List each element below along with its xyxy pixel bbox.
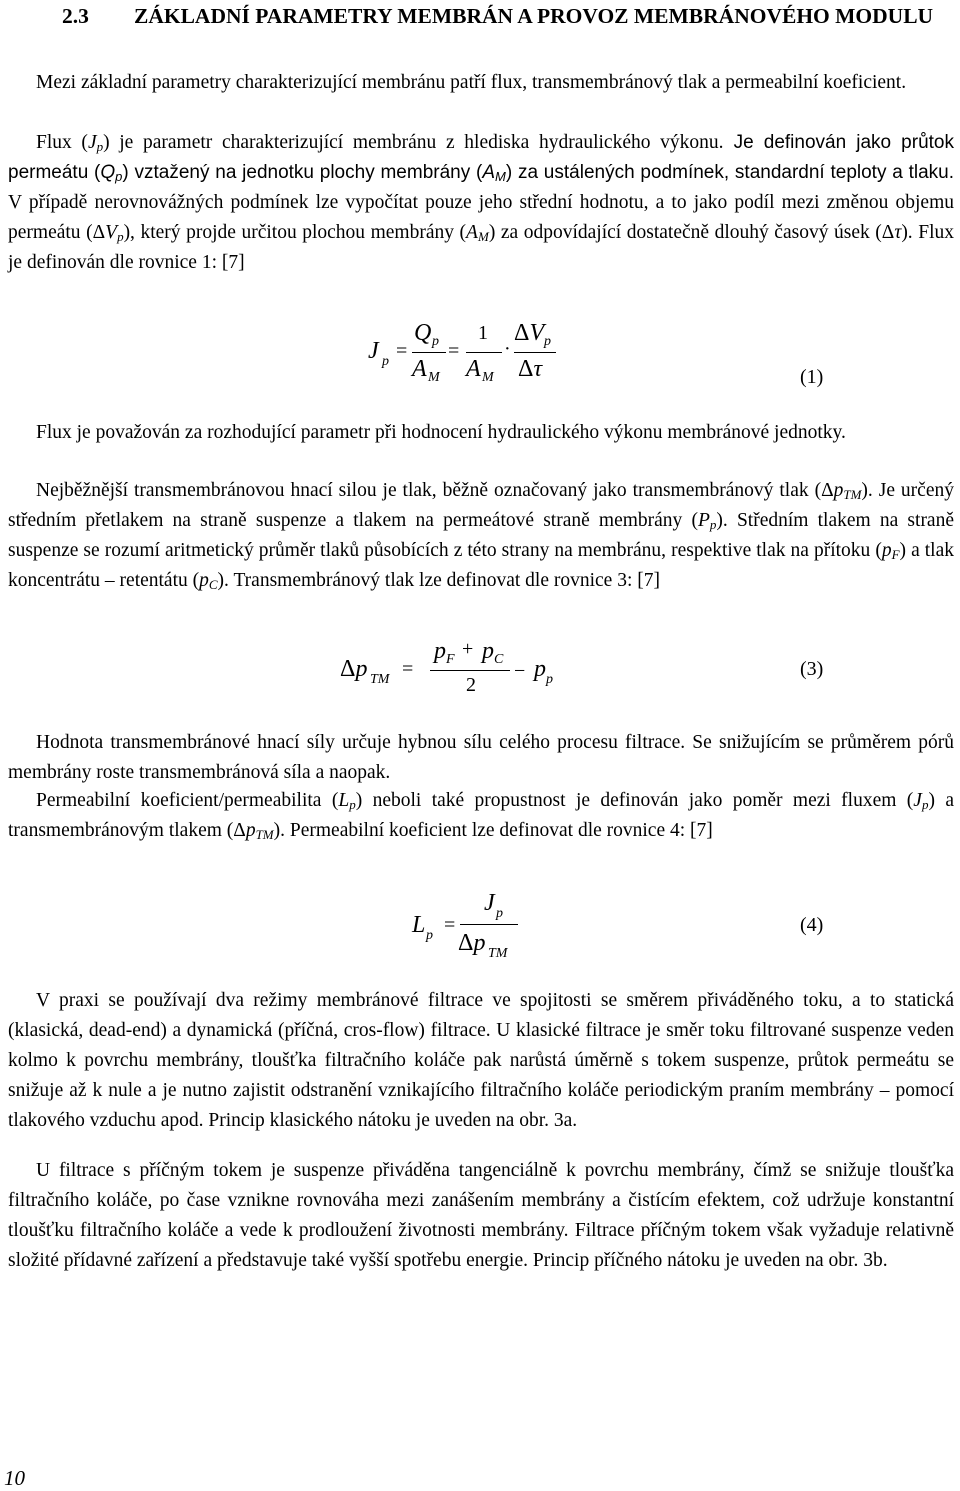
equation-1-label: (1) xyxy=(800,366,824,388)
document-page: 2.3 ZÁKLADNÍ PARAMETRY MEMBRÁN A PROVOZ MEMBRÁNOVÉHO MODULU Mezi základní parametry charakterizující membránu patří flux, transmembránový tlak a permeabilní koeficient. Flux $(J_p)$ je parametr charakterizující membránu z hlediska hydraulického výkonu. Je definován jako průtok permeátu $(Q_p)$ vztažený na jednotku plochy membrány $(A_M)$ za ustálených podmínek, standardní teploty a tlaku. V případě nerovnovážných podmínek lze vypočítat pouze jeho střední hodnotu, a to jako podíl mezi změnou objemu permeátu $(\Delta V_p)$, který projde určitou plochou membrány $(A_M)$ za odpovídající dostatečně dlouhý časový úsek (Δτ). Flux je definován dle rovnice 1: [7] J p = Q p A M = 1 A M · ΔV p Δτ (1) Flux je považován za rozhodující parametr při hodnocení hydraulického výkonu membránové jednotky. Nejběžnější transmembránovou hnací silou je tlak, běžně označovaný jako transmembránový tlak $(\Delta p_{TM})$. Je určený středním přetlakem na straně suspenze a tlakem na permeátové straně membrány $(P_p)$. Středním tlakem na straně suspenze se rozumí aritmetický průměr tlaků působících z této strany na membránu, respektive tlak na přítoku $(p_F)$ a tlak koncentrátu – retentátu $(p_C)$. Transmembránový tlak lze definovat dle rovnice 3: [7] Δp TM = p F + p C 2 − p p (3) Hodnota transmembránové hnací síly určuje hybnou sílu celého procesu filtrace. Se snižujícím se průměrem pórů membrány roste transmembránová síla a naopak. Permeabilní koeficient/permeabilita $(L_p)$ neboli také propustnost je definován jako poměr mezi fluxem $(J_p)$ a transmembránovým tlakem $(\Delta p_{TM})$. Permeabilní koeficient lze definovat dle rovnice 4: [7] L p = J p Δp TM (4) V praxi se používají dva režimy membránové filtrace ve spojitosti se směrem přiváděného toku, a to statická (klasická, dead-end) a dynamická (příčná, cros-flow) filtrace. U klasické filtrace je směr toku filtrované suspenze veden kolmo k povrchu membrány, tloušťka filtračního koláče pak narůstá úměrně s tokem suspenze, průtok permeátu se snižuje až k nule a je nutno zajistit odstranění vznikajícího filtračního koláče periodickým praním membrány – pomocí tlakového vzduchu apod. Princip klasického nátoku je uveden na obr. 3a. U filtrace s příčným tokem je suspenze přiváděna tangenciálně k povrchu membrány, čímž se snižuje tloušťka filtračního koláče, po čase vznikne rovnováha mezi zanášením membrány a čistícím efektem, což udržuje konstantní tloušťku filtračního koláče a vede k prodloužení životnosti membrány. Filtrace příčným tokem však vyžaduje relativně složité přídavné zařízení a představuje také vyšší spotřebu energie. Princip příčného nátoku je uveden na obr. 3b. 10 xyxy=(0,0,960,1488)
section-title: ZÁKLADNÍ PARAMETRY MEMBRÁN A PROVOZ MEMBRÁNOVÉHO MODULU xyxy=(134,4,934,28)
equation-3-label: (3) xyxy=(800,658,824,680)
paragraph-tmp: Nejběžnější transmembránovou hnací silou je tlak, běžně označovaný jako transmembránový tlak $(\Delta p_{TM})$. Je určený středním přetlakem na straně suspenze a tlakem na permeátové straně membrány $(P_p)$. Středním tlakem na straně suspenze se rozumí aritmetický průměr tlaků působících z této strany na membránu, respektive tlak na přítoku $(p_F)$ a tlak koncentrátu – retentátu $(p_C)$. Transmembránový tlak lze definovat dle rovnice 3: [7] xyxy=(8,480,955,592)
section-number: 2.3 xyxy=(62,4,89,28)
paragraph-cross-flow: U filtrace s příčným tokem je suspenze přiváděna tangenciálně k povrchu membrány, čímž se snižuje tloušťka filtračního koláče, po čase vznikne rovnováha mezi zanášením membrány a čistícím efektem, což udržuje konstantní tloušťku filtračního koláče a vede k prodloužení životnosti membrány. Filtrace příčným tokem však vyžaduje relativně složité přídavné zařízení a představuje také vyšší spotřebu energie. Princip příčného nátoku je uveden na obr. 3b. xyxy=(8,1160,954,1271)
paragraph-tmp-note: Hodnota transmembránové hnací síly určuje hybnou sílu celého procesu filtrace. Se snižujícím se průměrem pórů membrány roste transmembránová síla a naopak. xyxy=(8,732,954,783)
paragraph-permeability: Permeabilní koeficient/permeabilita $(L_p)$ neboli také propustnost je definován jako poměr mezi fluxem $(J_p)$ a transmembránovým tlakem $(\Delta p_{TM})$. Permeabilní koeficient lze definovat dle rovnice 4: [7] xyxy=(8,790,954,842)
page-number: 10 xyxy=(4,1466,25,1490)
equation-4-label: (4) xyxy=(800,914,824,936)
paragraph-flux: Flux $(J_p)$ je parametr charakterizující membránu z hlediska hydraulického výkonu. Je definován jako průtok permeátu $(Q_p)$ vztažený na jednotku plochy membrány $(A_M)$ za ustálených podmínek, standardní teploty a tlaku. V případě nerovnovážných podmínek lze vypočítat pouze jeho střední hodnotu, a to jako podíl mezi změnou objemu permeátu $(\Delta V_p)$, který projde určitou plochou membrány $(A_M)$ za odpovídající dostatečně dlouhý časový úsek (Δτ). Flux je definován dle rovnice 1: [7] xyxy=(8,132,954,273)
paragraph-filtration-modes: V praxi se používají dva režimy membránové filtrace ve spojitosti se směrem přiváděného toku, a to statická (klasická, dead-end) a dynamická (příčná, cros-flow) filtrace. U klasické filtrace je směr toku filtrované suspenze veden kolmo k povrchu membrány, tloušťka filtračního koláče pak narůstá úměrně s tokem suspenze, průtok permeátu se snižuje až k nule a je nutno zajistit odstranění vznikajícího filtračního koláče periodickým praním membrány – pomocí tlakového vzduchu apod. Princip klasického nátoku je uveden na obr. 3a. xyxy=(8,990,954,1131)
paragraph-flux-note: Flux je považován za rozhodující parametr při hodnocení hydraulického výkonu membránové jednotky. xyxy=(36,422,846,443)
paragraph-intro: Mezi základní parametry charakterizující membránu patří flux, transmembránový tlak a permeabilní koeficient. xyxy=(36,72,907,93)
